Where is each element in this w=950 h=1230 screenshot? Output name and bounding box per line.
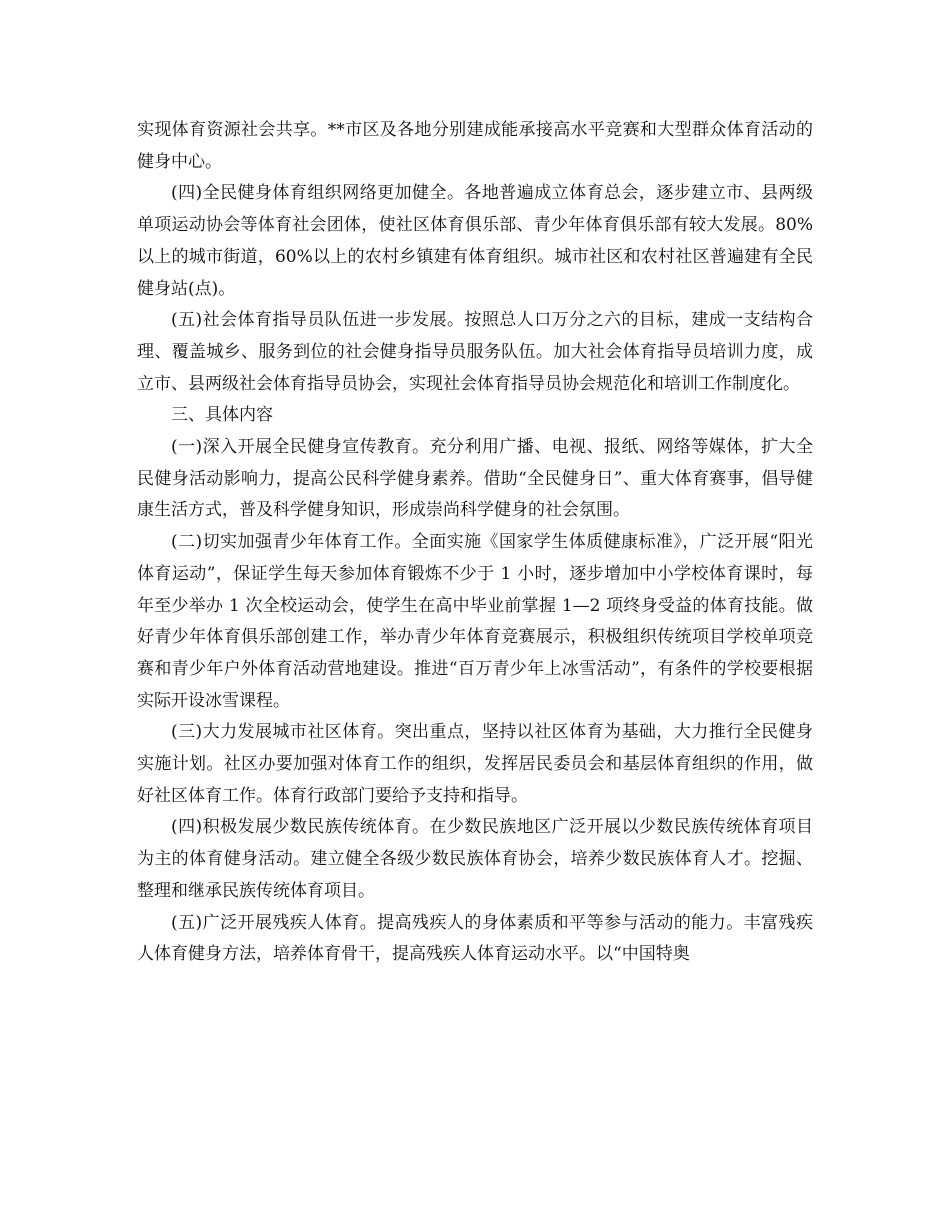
paragraph-community-sports: (三)大力发展城市社区体育。突出重点，坚持以社区体育为基础，大力推行全民健身实施计划。社区办要加强对体育工作的组织，发挥居民委员会和基层体育组织的作用，做好社区体育工作。体育行政部门要给予支持和指导。 (137, 722, 813, 806)
section-heading-specific-content: 三、具体内容 (171, 405, 273, 426)
paragraph-disabled-sports: (五)广泛开展残疾人体育。提高残疾人的身体素质和平等参与活动的能力。丰富残疾人体育健身方法，培养体育骨干，提高残疾人体育运动水平。以“中国特奥 (137, 912, 813, 965)
paragraph-ethnic-sports: (四)积极发展少数民族传统体育。在少数民族地区广泛开展以少数民族传统体育项目为主的体育健身活动。建立健全各级少数民族体育协会，培养少数民族体育人才。挖掘、整理和继承民族传统体育项目。 (137, 817, 813, 901)
paragraph-publicity-education: (一)深入开展全民健身宣传教育。充分利用广播、电视、报纸、网络等媒体，扩大全民健身活动影响力，提高公民科学健身素养。借助“全民健身日”、重大体育赛事，倡导健康生活方式，普及科学健身知识，形成崇尚科学健身的社会氛围。 (137, 437, 813, 521)
document-body (137, 115, 813, 971)
paragraph-continuation: 实现体育资源社会共享。**市区及各地分别建成能承接高水平竞赛和大型群众体育活动的健身中心。 (137, 120, 813, 172)
paragraph-organization-network: (四)全民健身体育组织网络更加健全。各地普遍成立体育总会，逐步建立市、县两级单项运动协会等体育社会团体，使社区体育俱乐部、青少年体育俱乐部有较大发展。80%以上的城市街道，60%以上的农村乡镇建有体育组织。城市社区和农村社区普遍建有全民健身站(点)。 (137, 183, 813, 299)
paragraph-instructor-team: (五)社会体育指导员队伍进一步发展。按照总人口万分之六的目标，建成一支结构合理、覆盖城乡、服务到位的社会健身指导员服务队伍。加大社会体育指导员培训力度，成立市、县两级社会体育指导员协会，实现社会体育指导员协会规范化和培训工作制度化。 (137, 310, 813, 394)
paragraph-youth-sports: (二)切实加强青少年体育工作。全面实施《国家学生体质健康标准》，广泛开展“阳光体育运动”，保证学生每天参加体育锻炼不少于 1 小时，逐步增加中小学校体育课时，每年至少举办 1 次全校运动会，使学生在高中毕业前掌握 1—2 项终身受益的体育技能。做好青少年体育俱乐部创建工作，举办青少年体育竞赛展示，积极组织传统项目学校单项竞赛和青少年户外体育活动营地建设。推进“百万青少年上冰雪活动”，有条件的学校要根据实际开设冰雪课程。 (137, 532, 813, 711)
